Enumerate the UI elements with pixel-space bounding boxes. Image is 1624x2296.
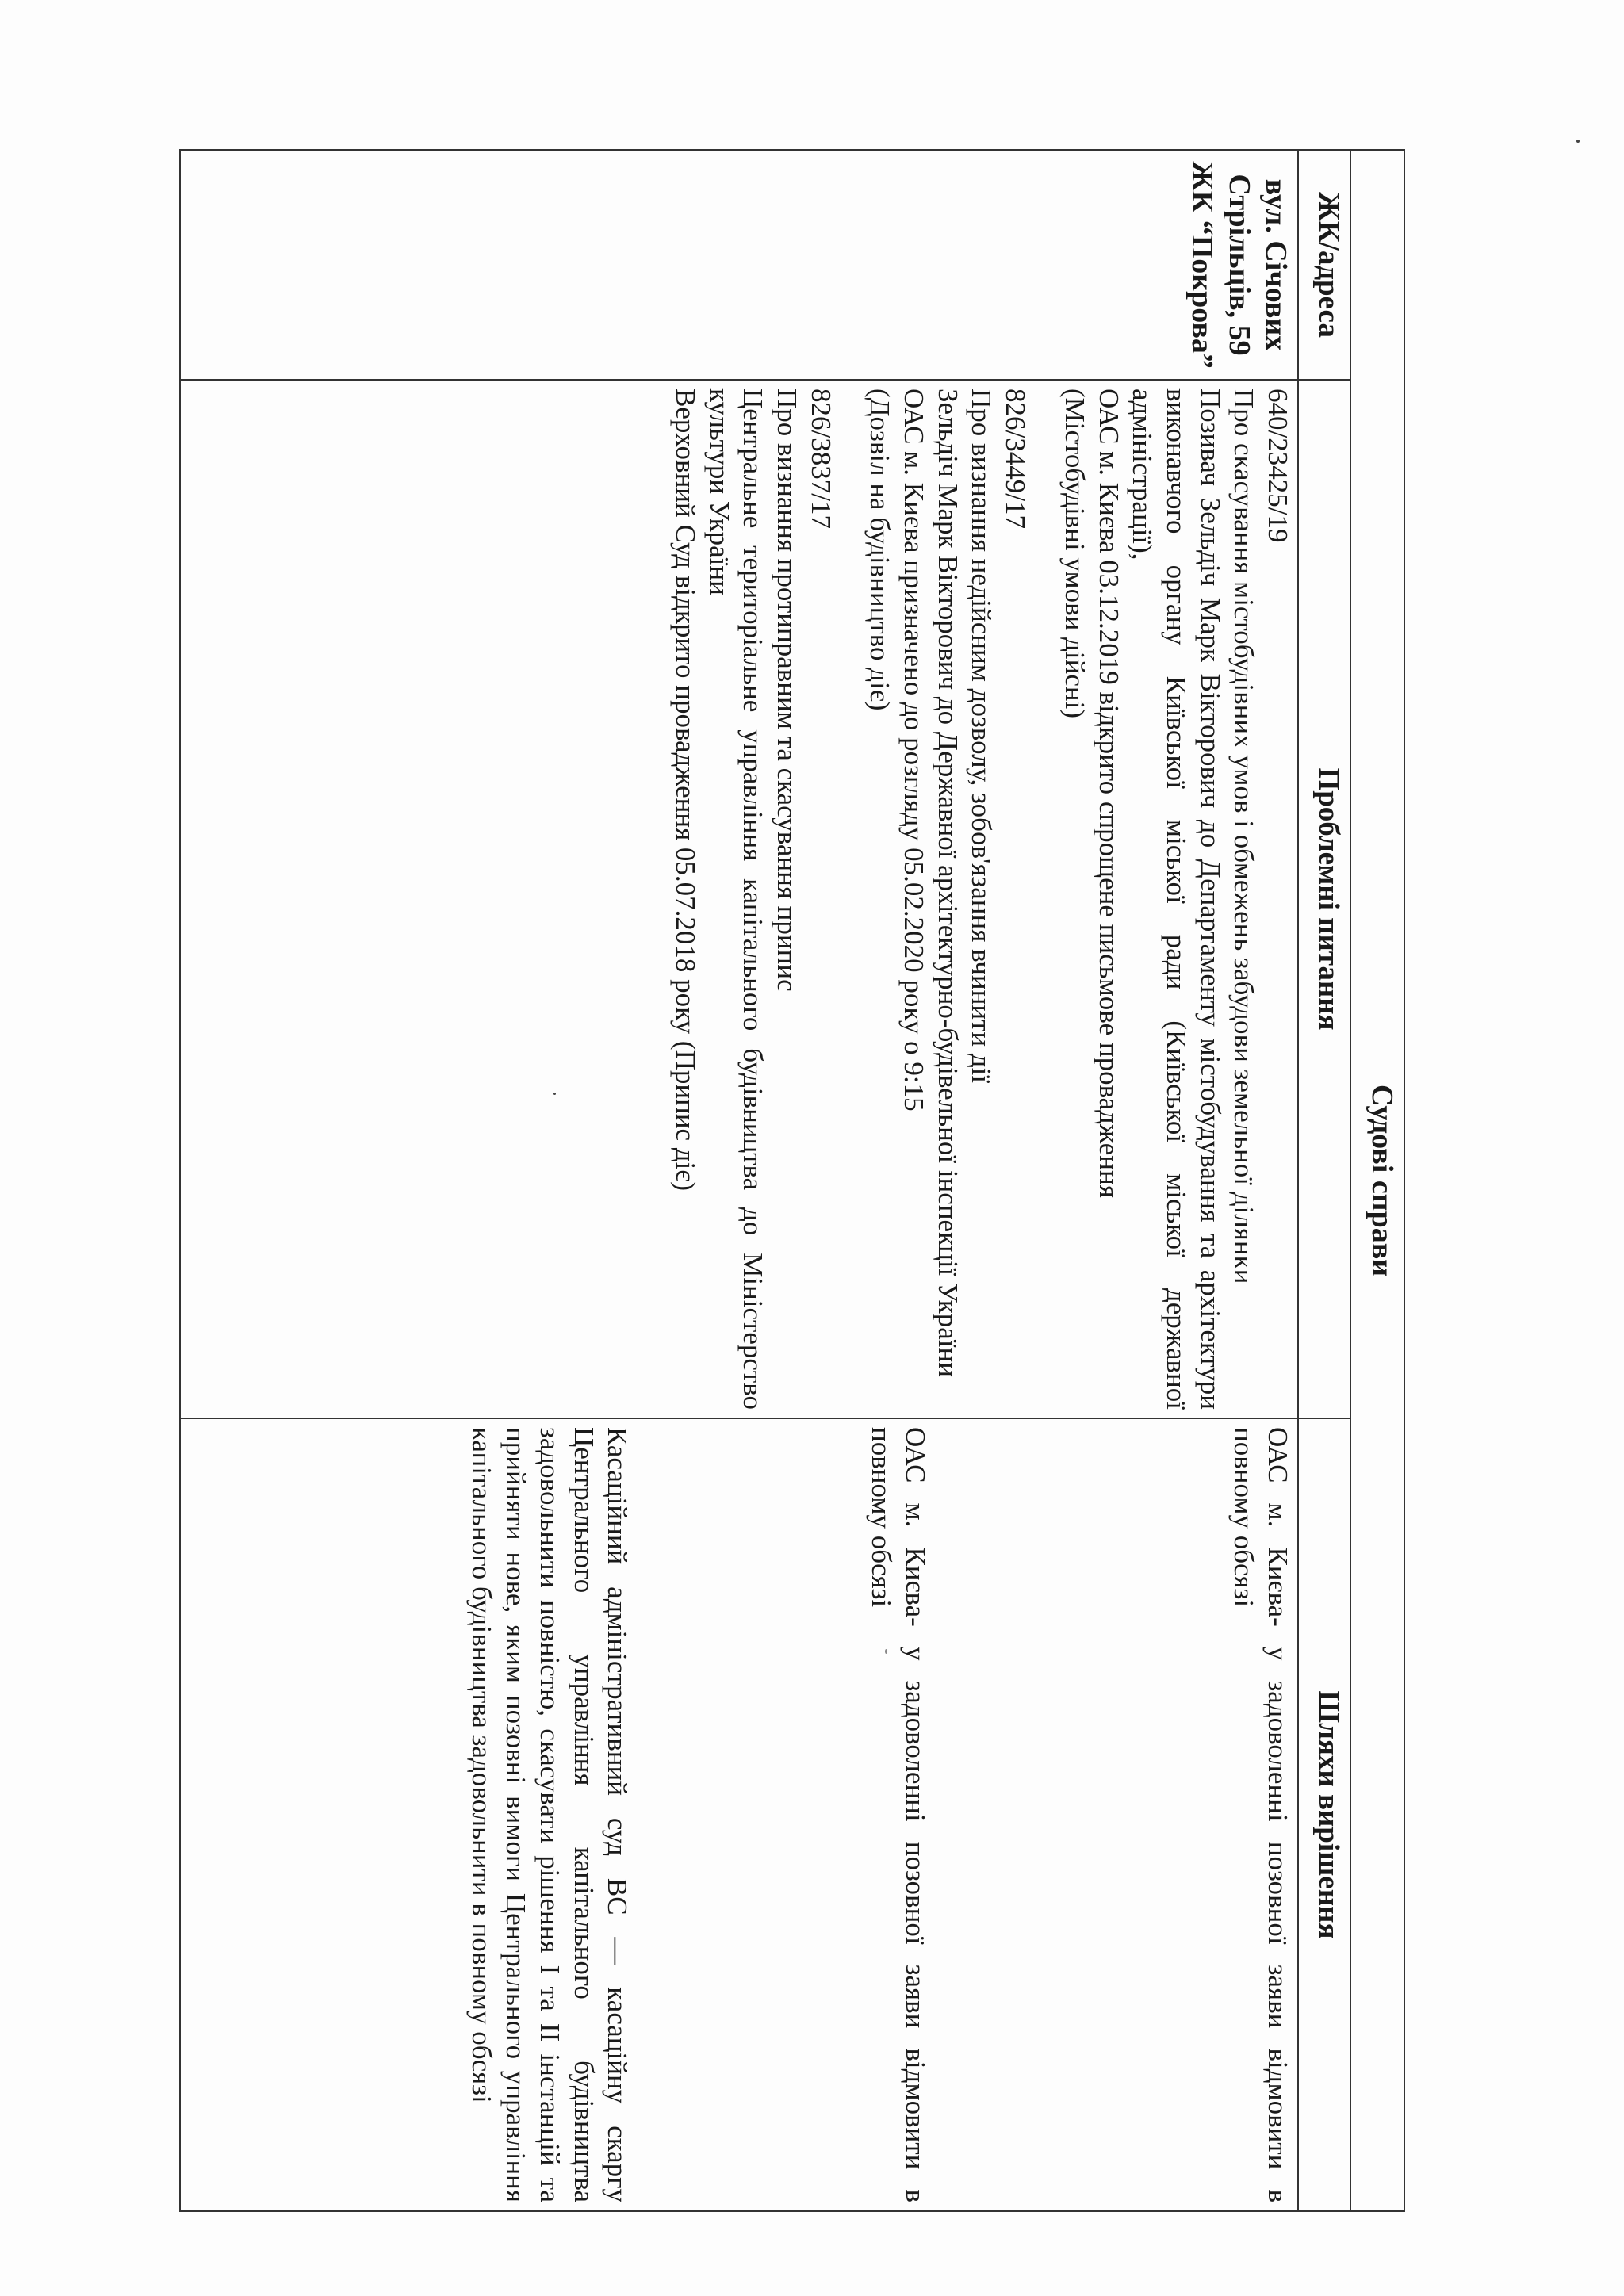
spacer	[634, 1427, 864, 2202]
problems-cell	[180, 380, 1298, 1418]
scan-speck	[1576, 140, 1580, 143]
case-line: Про визнання протиправним та скасування припис	[772, 388, 803, 992]
case-solution: ОАС м. Києва- у задоволенні позовної заяви відмовити в повному обсязі	[1228, 1427, 1293, 2202]
address-cell	[180, 150, 1298, 380]
case-line: ОАС м. Києва 03.12.2019 відкрито спрощене письмове провадження	[1093, 388, 1124, 1198]
table-title-row	[1350, 150, 1404, 2211]
case-line: Позивач Зельдіч Марк Вікторович до Департаменту містобудування та архітектури виконавчого органу Київської міської ради (Київської міської державної адміністрації),	[1127, 388, 1226, 1410]
spacer	[837, 388, 863, 1410]
header-problems: Проблемні питання	[1298, 380, 1350, 1418]
spacer	[932, 1427, 1227, 2202]
address-street: вул. Січових Стрільців, 59	[1222, 174, 1293, 356]
case-line: Зельдіч Марк Вікторович до Державної архітектурно-будівельної інспекції України	[932, 388, 963, 1377]
spacer	[1032, 388, 1057, 1410]
residential-complex-name: ЖК “Покрова”	[1185, 161, 1220, 369]
case-line: Про визнання недійсним дозволу, зобов'язання вчинити дії	[966, 388, 998, 1084]
case-line: ОАС м. Києва призначено до розгляду 05.02.2020 року о 9:15	[898, 388, 930, 1112]
case-line: Верховний Суд відкрито провадження 05.07.2018 року (Припис діє)	[670, 388, 701, 1192]
case-line: (Містобудівні умови дійсні)	[1059, 388, 1090, 719]
rotated-table-container	[179, 149, 1405, 2210]
case-number: 640/23425/19	[1262, 388, 1293, 543]
court-cases-table	[179, 149, 1405, 2212]
case-solution: Касаційний адміністративний суд ВС — касаційну скаргу Центрального управління капітального будівництва задовольнити повністю, скасувати рішення І та ІІ інстанцій та прийняти нове, яким позовні вимоги Центрального управління капітального будівництва задовольнити в повному обсязі	[466, 1427, 634, 2202]
case-line: (Дозвіл на будівництво діє)	[864, 388, 896, 711]
header-address: ЖК/адреса	[1298, 150, 1350, 380]
table-row	[180, 150, 1298, 2211]
case-solution: ОАС м. Києва- у задоволенні позовної заяви відмовити в повному обсязі	[865, 1427, 931, 2202]
solutions-cell	[180, 1418, 1298, 2211]
table-title: Судові справи	[1350, 150, 1404, 2211]
case-line: Центральне територіальне управління капітального будівництва до Міністерство культури України	[703, 388, 769, 1410]
case-line: Про скасування містобудівних умов і обмежень забудови земельної ділянки	[1228, 388, 1260, 1284]
header-solutions: Шляхи вирішення	[1298, 1418, 1350, 2211]
table-header-row	[1298, 150, 1350, 2211]
case-number: 826/3837/17	[805, 388, 837, 529]
case-number: 826/3449/17	[1000, 388, 1032, 529]
